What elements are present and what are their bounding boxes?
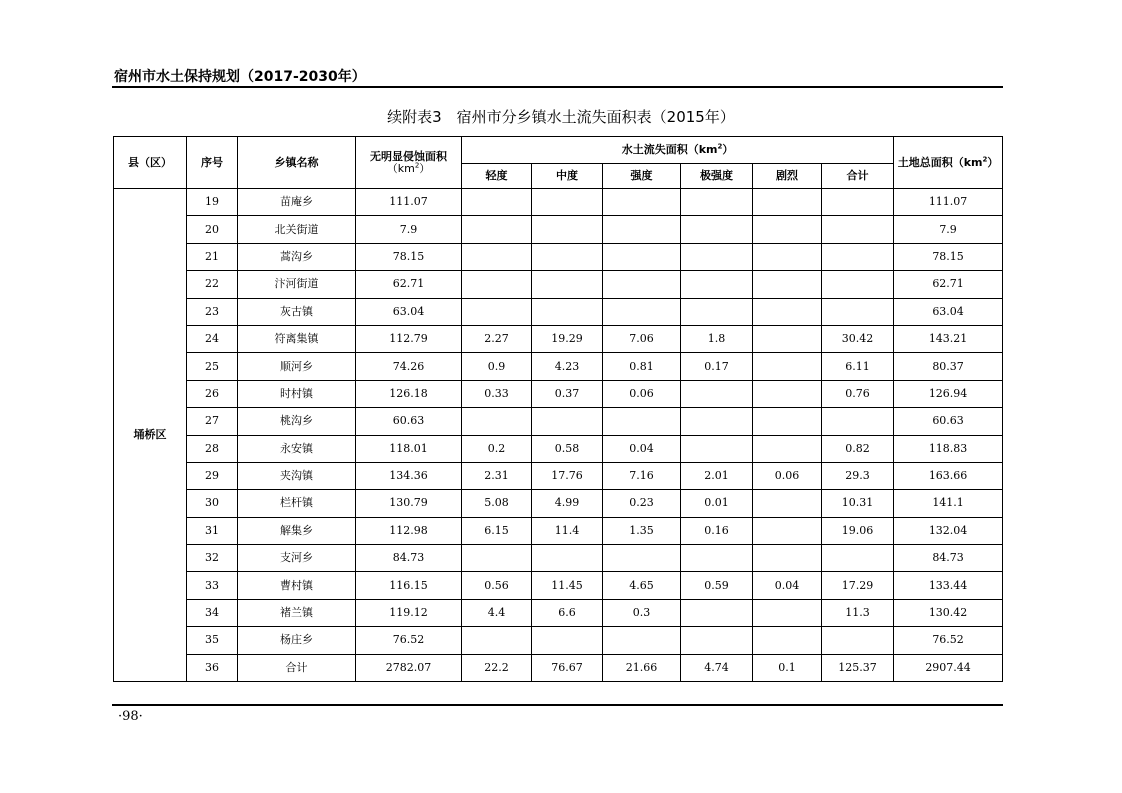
strong-cell: 0.04	[603, 435, 681, 462]
table-caption: 续附表3 宿州市分乡镇水土流失面积表（2015年）	[387, 108, 735, 126]
total-land-cell: 7.9	[894, 216, 1003, 243]
subtotal-cell: 0.82	[822, 435, 894, 462]
subtotal-cell	[822, 627, 894, 654]
severe-cell	[753, 627, 822, 654]
severe-cell	[753, 517, 822, 544]
header-serial-no: 序号	[187, 137, 238, 189]
severe-cell	[753, 243, 822, 270]
table-row	[114, 462, 1003, 489]
light-cell: 0.33	[462, 380, 532, 407]
serial-no-cell: 33	[187, 572, 238, 599]
subtotal-cell	[822, 545, 894, 572]
very-strong-cell	[681, 545, 753, 572]
no-erosion-cell: 60.63	[356, 408, 462, 435]
town-name-cell: 顺河乡	[238, 353, 356, 380]
light-cell	[462, 408, 532, 435]
total-land-cell: 118.83	[894, 435, 1003, 462]
moderate-cell	[532, 216, 603, 243]
town-name-cell: 永安镇	[238, 435, 356, 462]
light-cell	[462, 545, 532, 572]
subtotal-cell: 29.3	[822, 462, 894, 489]
header-erosion-area	[462, 137, 894, 164]
total-land-cell: 126.94	[894, 380, 1003, 407]
header-no-erosion-unit: （km	[386, 161, 415, 175]
serial-no-cell: 26	[187, 380, 238, 407]
no-erosion-cell: 116.15	[356, 572, 462, 599]
total-land-cell: 2907.44	[894, 654, 1003, 681]
no-erosion-cell: 134.36	[356, 462, 462, 489]
header-no-erosion-label: 无明显侵蚀面积	[370, 149, 447, 163]
unit-superscript: 2	[982, 154, 988, 163]
moderate-cell	[532, 298, 603, 325]
town-name-cell: 符离集镇	[238, 325, 356, 352]
total-land-cell: 111.07	[894, 189, 1003, 216]
header-total-land	[894, 137, 1003, 189]
severe-cell	[753, 435, 822, 462]
very-strong-cell: 0.01	[681, 490, 753, 517]
severe-cell	[753, 271, 822, 298]
subtotal-cell: 125.37	[822, 654, 894, 681]
moderate-cell: 4.23	[532, 353, 603, 380]
light-cell: 0.56	[462, 572, 532, 599]
no-erosion-cell: 112.98	[356, 517, 462, 544]
total-land-cell: 60.63	[894, 408, 1003, 435]
no-erosion-cell: 84.73	[356, 545, 462, 572]
no-erosion-cell: 119.12	[356, 599, 462, 626]
table-body	[114, 189, 1003, 682]
header-strong: 强度	[603, 164, 681, 189]
town-name-cell: 桃沟乡	[238, 408, 356, 435]
moderate-cell: 19.29	[532, 325, 603, 352]
table-row	[114, 243, 1003, 270]
unit-superscript: 2	[414, 160, 420, 169]
county-cell: 埇桥区	[114, 189, 187, 682]
serial-no-cell: 20	[187, 216, 238, 243]
no-erosion-cell: 111.07	[356, 189, 462, 216]
serial-no-cell: 25	[187, 353, 238, 380]
no-erosion-cell: 7.9	[356, 216, 462, 243]
no-erosion-cell: 76.52	[356, 627, 462, 654]
strong-cell	[603, 189, 681, 216]
no-erosion-cell: 78.15	[356, 243, 462, 270]
subtotal-cell	[822, 189, 894, 216]
table-row	[114, 490, 1003, 517]
header-very-strong: 极强度	[681, 164, 753, 189]
strong-cell: 4.65	[603, 572, 681, 599]
light-cell: 5.08	[462, 490, 532, 517]
strong-cell	[603, 627, 681, 654]
total-land-cell: 63.04	[894, 298, 1003, 325]
table-row	[114, 271, 1003, 298]
town-name-cell: 褚兰镇	[238, 599, 356, 626]
moderate-cell: 11.4	[532, 517, 603, 544]
moderate-cell	[532, 545, 603, 572]
table-row	[114, 216, 1003, 243]
light-cell: 2.31	[462, 462, 532, 489]
serial-no-cell: 19	[187, 189, 238, 216]
header-total-land-label: 土地总面积（km	[897, 155, 983, 169]
moderate-cell	[532, 243, 603, 270]
total-land-cell: 78.15	[894, 243, 1003, 270]
moderate-cell: 76.67	[532, 654, 603, 681]
town-name-cell: 灰古镇	[238, 298, 356, 325]
total-land-cell: 62.71	[894, 271, 1003, 298]
severe-cell: 0.06	[753, 462, 822, 489]
light-cell: 4.4	[462, 599, 532, 626]
total-land-cell: 76.52	[894, 627, 1003, 654]
total-land-cell: 132.04	[894, 517, 1003, 544]
very-strong-cell	[681, 189, 753, 216]
strong-cell: 0.81	[603, 353, 681, 380]
subtotal-cell: 30.42	[822, 325, 894, 352]
table-row	[114, 189, 1003, 216]
subtotal-cell: 0.76	[822, 380, 894, 407]
town-name-cell: 汴河街道	[238, 271, 356, 298]
serial-no-cell: 27	[187, 408, 238, 435]
town-name-cell: 苗庵乡	[238, 189, 356, 216]
very-strong-cell: 0.17	[681, 353, 753, 380]
severe-cell	[753, 599, 822, 626]
serial-no-cell: 28	[187, 435, 238, 462]
light-cell: 0.9	[462, 353, 532, 380]
light-cell	[462, 298, 532, 325]
severe-cell	[753, 545, 822, 572]
moderate-cell	[532, 271, 603, 298]
severe-cell	[753, 490, 822, 517]
strong-cell	[603, 216, 681, 243]
strong-cell: 7.06	[603, 325, 681, 352]
total-land-cell: 130.42	[894, 599, 1003, 626]
no-erosion-cell: 118.01	[356, 435, 462, 462]
table-row	[114, 627, 1003, 654]
serial-no-cell: 24	[187, 325, 238, 352]
moderate-cell	[532, 189, 603, 216]
no-erosion-cell: 62.71	[356, 271, 462, 298]
town-name-cell: 时村镇	[238, 380, 356, 407]
light-cell	[462, 243, 532, 270]
severe-cell	[753, 189, 822, 216]
very-strong-cell: 0.16	[681, 517, 753, 544]
table-row	[114, 380, 1003, 407]
town-name-cell: 杨庄乡	[238, 627, 356, 654]
very-strong-cell: 2.01	[681, 462, 753, 489]
header-light: 轻度	[462, 164, 532, 189]
severe-cell	[753, 353, 822, 380]
page-number: ·98·	[118, 709, 143, 724]
subtotal-cell	[822, 243, 894, 270]
subtotal-cell: 19.06	[822, 517, 894, 544]
table-row	[114, 599, 1003, 626]
light-cell	[462, 216, 532, 243]
very-strong-cell	[681, 271, 753, 298]
town-name-cell: 夹沟镇	[238, 462, 356, 489]
table-row	[114, 298, 1003, 325]
total-land-cell: 141.1	[894, 490, 1003, 517]
unit-close: ）	[722, 143, 734, 156]
header-moderate: 中度	[532, 164, 603, 189]
strong-cell: 21.66	[603, 654, 681, 681]
light-cell: 6.15	[462, 517, 532, 544]
subtotal-cell	[822, 298, 894, 325]
header-no-erosion	[356, 137, 462, 189]
serial-no-cell: 21	[187, 243, 238, 270]
header-erosion-label: 水土流失面积（km	[621, 143, 718, 156]
town-name-cell: 合计	[238, 654, 356, 681]
table-row	[114, 517, 1003, 544]
serial-no-cell: 35	[187, 627, 238, 654]
very-strong-cell	[681, 216, 753, 243]
subtotal-cell: 17.29	[822, 572, 894, 599]
severe-cell	[753, 380, 822, 407]
header-severe: 剧烈	[753, 164, 822, 189]
serial-no-cell: 31	[187, 517, 238, 544]
strong-cell	[603, 243, 681, 270]
table-row	[114, 353, 1003, 380]
light-cell: 22.2	[462, 654, 532, 681]
table-row	[114, 545, 1003, 572]
very-strong-cell: 0.59	[681, 572, 753, 599]
town-name-cell: 曹村镇	[238, 572, 356, 599]
very-strong-cell	[681, 408, 753, 435]
header-town-name: 乡镇名称	[238, 137, 356, 189]
subtotal-cell: 11.3	[822, 599, 894, 626]
very-strong-cell	[681, 435, 753, 462]
moderate-cell: 11.45	[532, 572, 603, 599]
erosion-area-table	[113, 136, 1003, 682]
very-strong-cell	[681, 298, 753, 325]
town-name-cell: 解集乡	[238, 517, 356, 544]
very-strong-cell: 1.8	[681, 325, 753, 352]
severe-cell: 0.04	[753, 572, 822, 599]
serial-no-cell: 29	[187, 462, 238, 489]
no-erosion-cell: 63.04	[356, 298, 462, 325]
serial-no-cell: 22	[187, 271, 238, 298]
very-strong-cell	[681, 627, 753, 654]
light-cell	[462, 271, 532, 298]
table-row	[114, 325, 1003, 352]
light-cell	[462, 189, 532, 216]
no-erosion-cell: 126.18	[356, 380, 462, 407]
table-row	[114, 654, 1003, 681]
document-header-title: 宿州市水土保持规划（2017-2030年）	[114, 69, 366, 85]
subtotal-cell	[822, 408, 894, 435]
subtotal-cell	[822, 271, 894, 298]
strong-cell	[603, 271, 681, 298]
strong-cell	[603, 545, 681, 572]
moderate-cell: 0.58	[532, 435, 603, 462]
moderate-cell	[532, 627, 603, 654]
very-strong-cell	[681, 599, 753, 626]
subtotal-cell: 6.11	[822, 353, 894, 380]
total-land-cell: 143.21	[894, 325, 1003, 352]
strong-cell: 7.16	[603, 462, 681, 489]
serial-no-cell: 30	[187, 490, 238, 517]
total-land-cell: 80.37	[894, 353, 1003, 380]
total-land-cell: 163.66	[894, 462, 1003, 489]
footer-rule	[112, 704, 1003, 706]
severe-cell: 0.1	[753, 654, 822, 681]
light-cell: 0.2	[462, 435, 532, 462]
moderate-cell: 6.6	[532, 599, 603, 626]
strong-cell: 0.06	[603, 380, 681, 407]
moderate-cell	[532, 408, 603, 435]
total-land-cell: 84.73	[894, 545, 1003, 572]
severe-cell	[753, 298, 822, 325]
serial-no-cell: 23	[187, 298, 238, 325]
header-county: 县（区）	[114, 137, 187, 189]
strong-cell: 1.35	[603, 517, 681, 544]
strong-cell: 0.3	[603, 599, 681, 626]
very-strong-cell: 4.74	[681, 654, 753, 681]
very-strong-cell	[681, 380, 753, 407]
unit-close: ）	[419, 161, 431, 175]
strong-cell	[603, 298, 681, 325]
header-rule	[112, 86, 1003, 88]
severe-cell	[753, 216, 822, 243]
table-row	[114, 435, 1003, 462]
strong-cell: 0.23	[603, 490, 681, 517]
subtotal-cell: 10.31	[822, 490, 894, 517]
unit-superscript: 2	[717, 142, 723, 151]
header-subtotal: 合计	[822, 164, 894, 189]
no-erosion-cell: 130.79	[356, 490, 462, 517]
no-erosion-cell: 112.79	[356, 325, 462, 352]
no-erosion-cell: 2782.07	[356, 654, 462, 681]
unit-close: ）	[987, 155, 999, 169]
town-name-cell: 蒿沟乡	[238, 243, 356, 270]
serial-no-cell: 32	[187, 545, 238, 572]
severe-cell	[753, 408, 822, 435]
moderate-cell: 0.37	[532, 380, 603, 407]
subtotal-cell	[822, 216, 894, 243]
strong-cell	[603, 408, 681, 435]
moderate-cell: 4.99	[532, 490, 603, 517]
moderate-cell: 17.76	[532, 462, 603, 489]
total-land-cell: 133.44	[894, 572, 1003, 599]
serial-no-cell: 34	[187, 599, 238, 626]
severe-cell	[753, 325, 822, 352]
town-name-cell: 支河乡	[238, 545, 356, 572]
town-name-cell: 北关街道	[238, 216, 356, 243]
serial-no-cell: 36	[187, 654, 238, 681]
very-strong-cell	[681, 243, 753, 270]
table-row	[114, 572, 1003, 599]
light-cell	[462, 627, 532, 654]
table-row	[114, 408, 1003, 435]
no-erosion-cell: 74.26	[356, 353, 462, 380]
town-name-cell: 栏杆镇	[238, 490, 356, 517]
light-cell: 2.27	[462, 325, 532, 352]
